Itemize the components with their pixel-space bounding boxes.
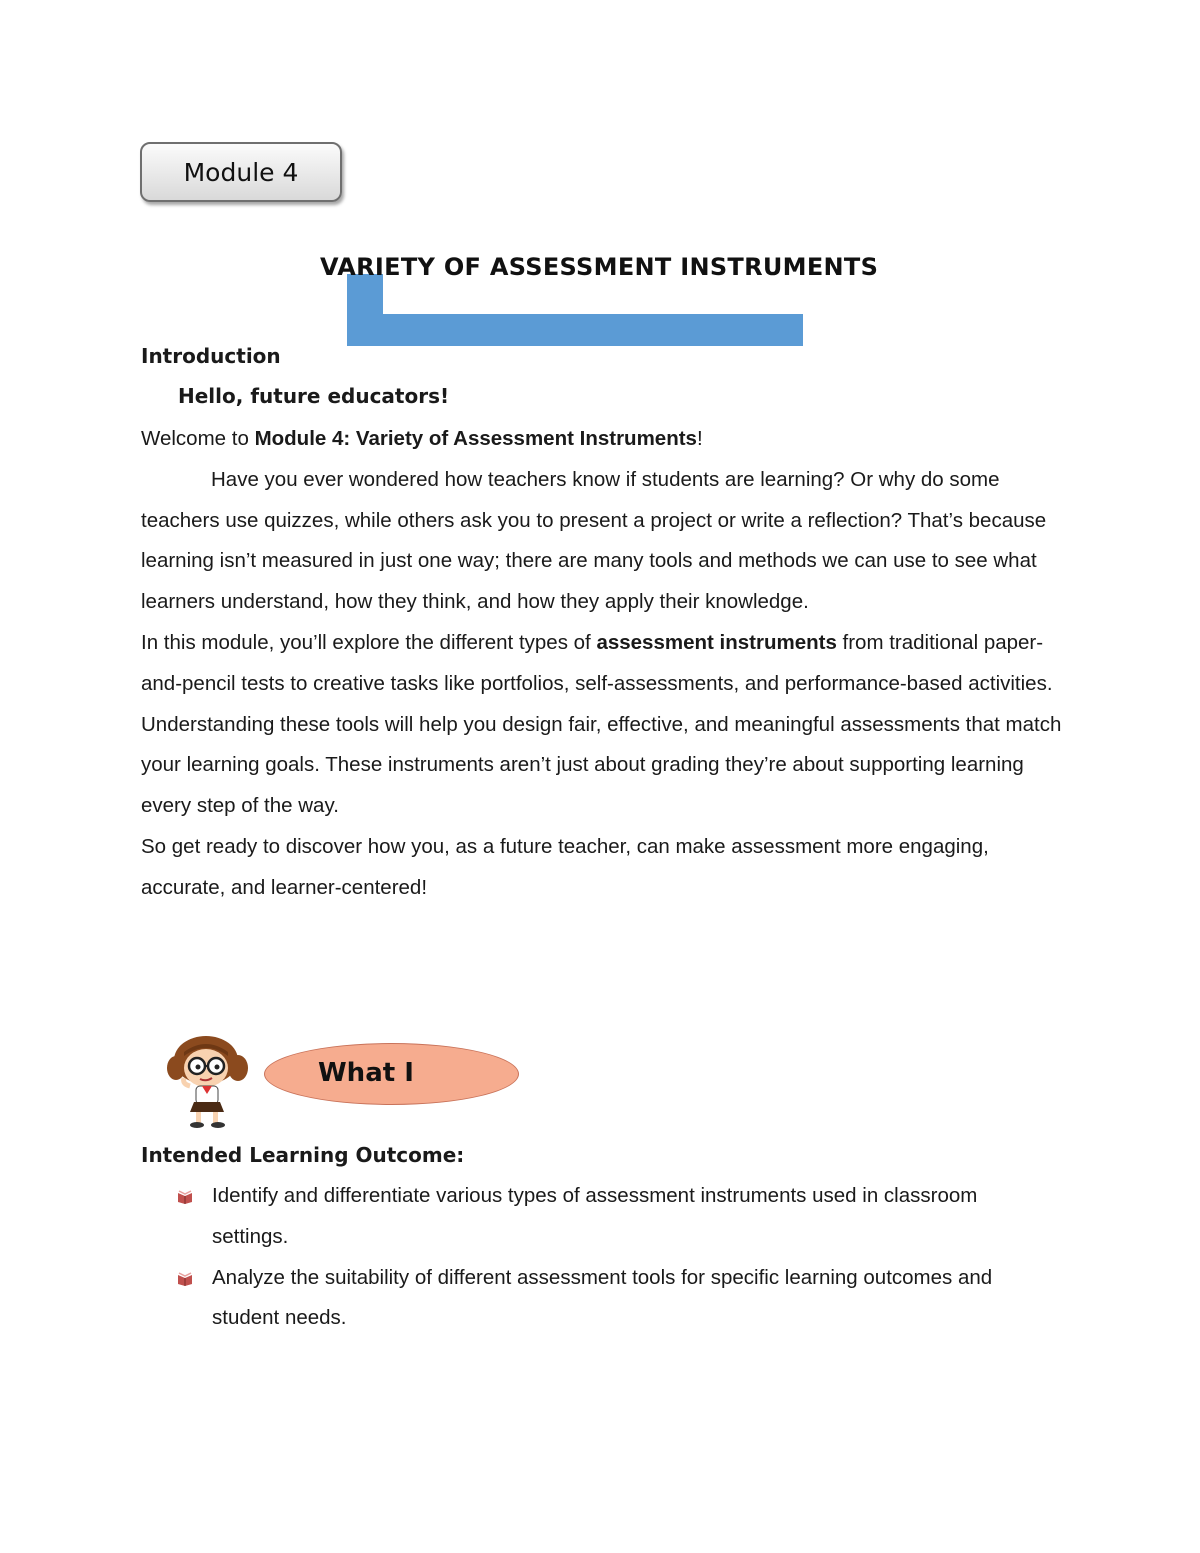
paragraph-2 [141,623,1071,827]
module-badge-label: Module 4 [183,157,299,187]
cartoon-girl-icon [162,1034,254,1130]
greeting: Hello, future educators! [178,384,450,408]
list-item [141,1176,1041,1258]
list-item [141,1258,1041,1340]
learning-outcome-text: Identify and differentiate various types of assessment instruments used in classroom settings. [212,1184,978,1248]
page-title: VARIETY OF ASSESSMENT INSTRUMENTS [320,253,879,281]
module-badge [140,142,342,202]
what-i-label: What I [318,1058,414,1088]
welcome-suffix: ! [696,427,703,450]
decorative-bar-horizontal [347,314,803,346]
welcome-prefix: Welcome to [141,427,255,450]
book-bullet-icon [176,1271,194,1287]
paragraph-2-suffix: from traditional paper-and-pencil tests to creative tasks like portfolios, self-assessments, and performance-based activities. Understanding these tools will help you design fair, effective, and meaningful assessments that match your learning goals. These instruments aren’t just about grading they’re about supporting learning every step of the way. [141,630,1062,818]
paragraph-1: Have you ever wondered how teachers know if students are learning? Or why do some teachers use quizzes, while others ask you to present a project or write a reflection? That’s because learning isn’t measured in just one way; there are many tools and methods we can use to see what learners understand, how they think, and how they apply their knowledge. [141,467,1047,614]
introduction-body [141,419,1071,909]
introduction-heading: Introduction [141,344,281,368]
paragraph-2-bold: assessment instruments [596,630,837,654]
learning-outcome-text: Analyze the suitability of different assessment tools for specific learning outcomes and student needs. [212,1265,993,1330]
paragraph-2-prefix: In this module, you’ll explore the different types of [141,630,597,654]
learning-outcome-heading: Intended Learning Outcome: [141,1143,465,1167]
learning-outcome-list [141,1176,1041,1339]
book-bullet-icon [176,1189,194,1205]
welcome-line [141,419,1071,460]
paragraph-3: So get ready to discover how you, as a future teacher, can make assessment more engaging, accurate, and learner-centered! [141,834,989,899]
welcome-module-name: Module 4: Variety of Assessment Instruments [254,427,697,450]
